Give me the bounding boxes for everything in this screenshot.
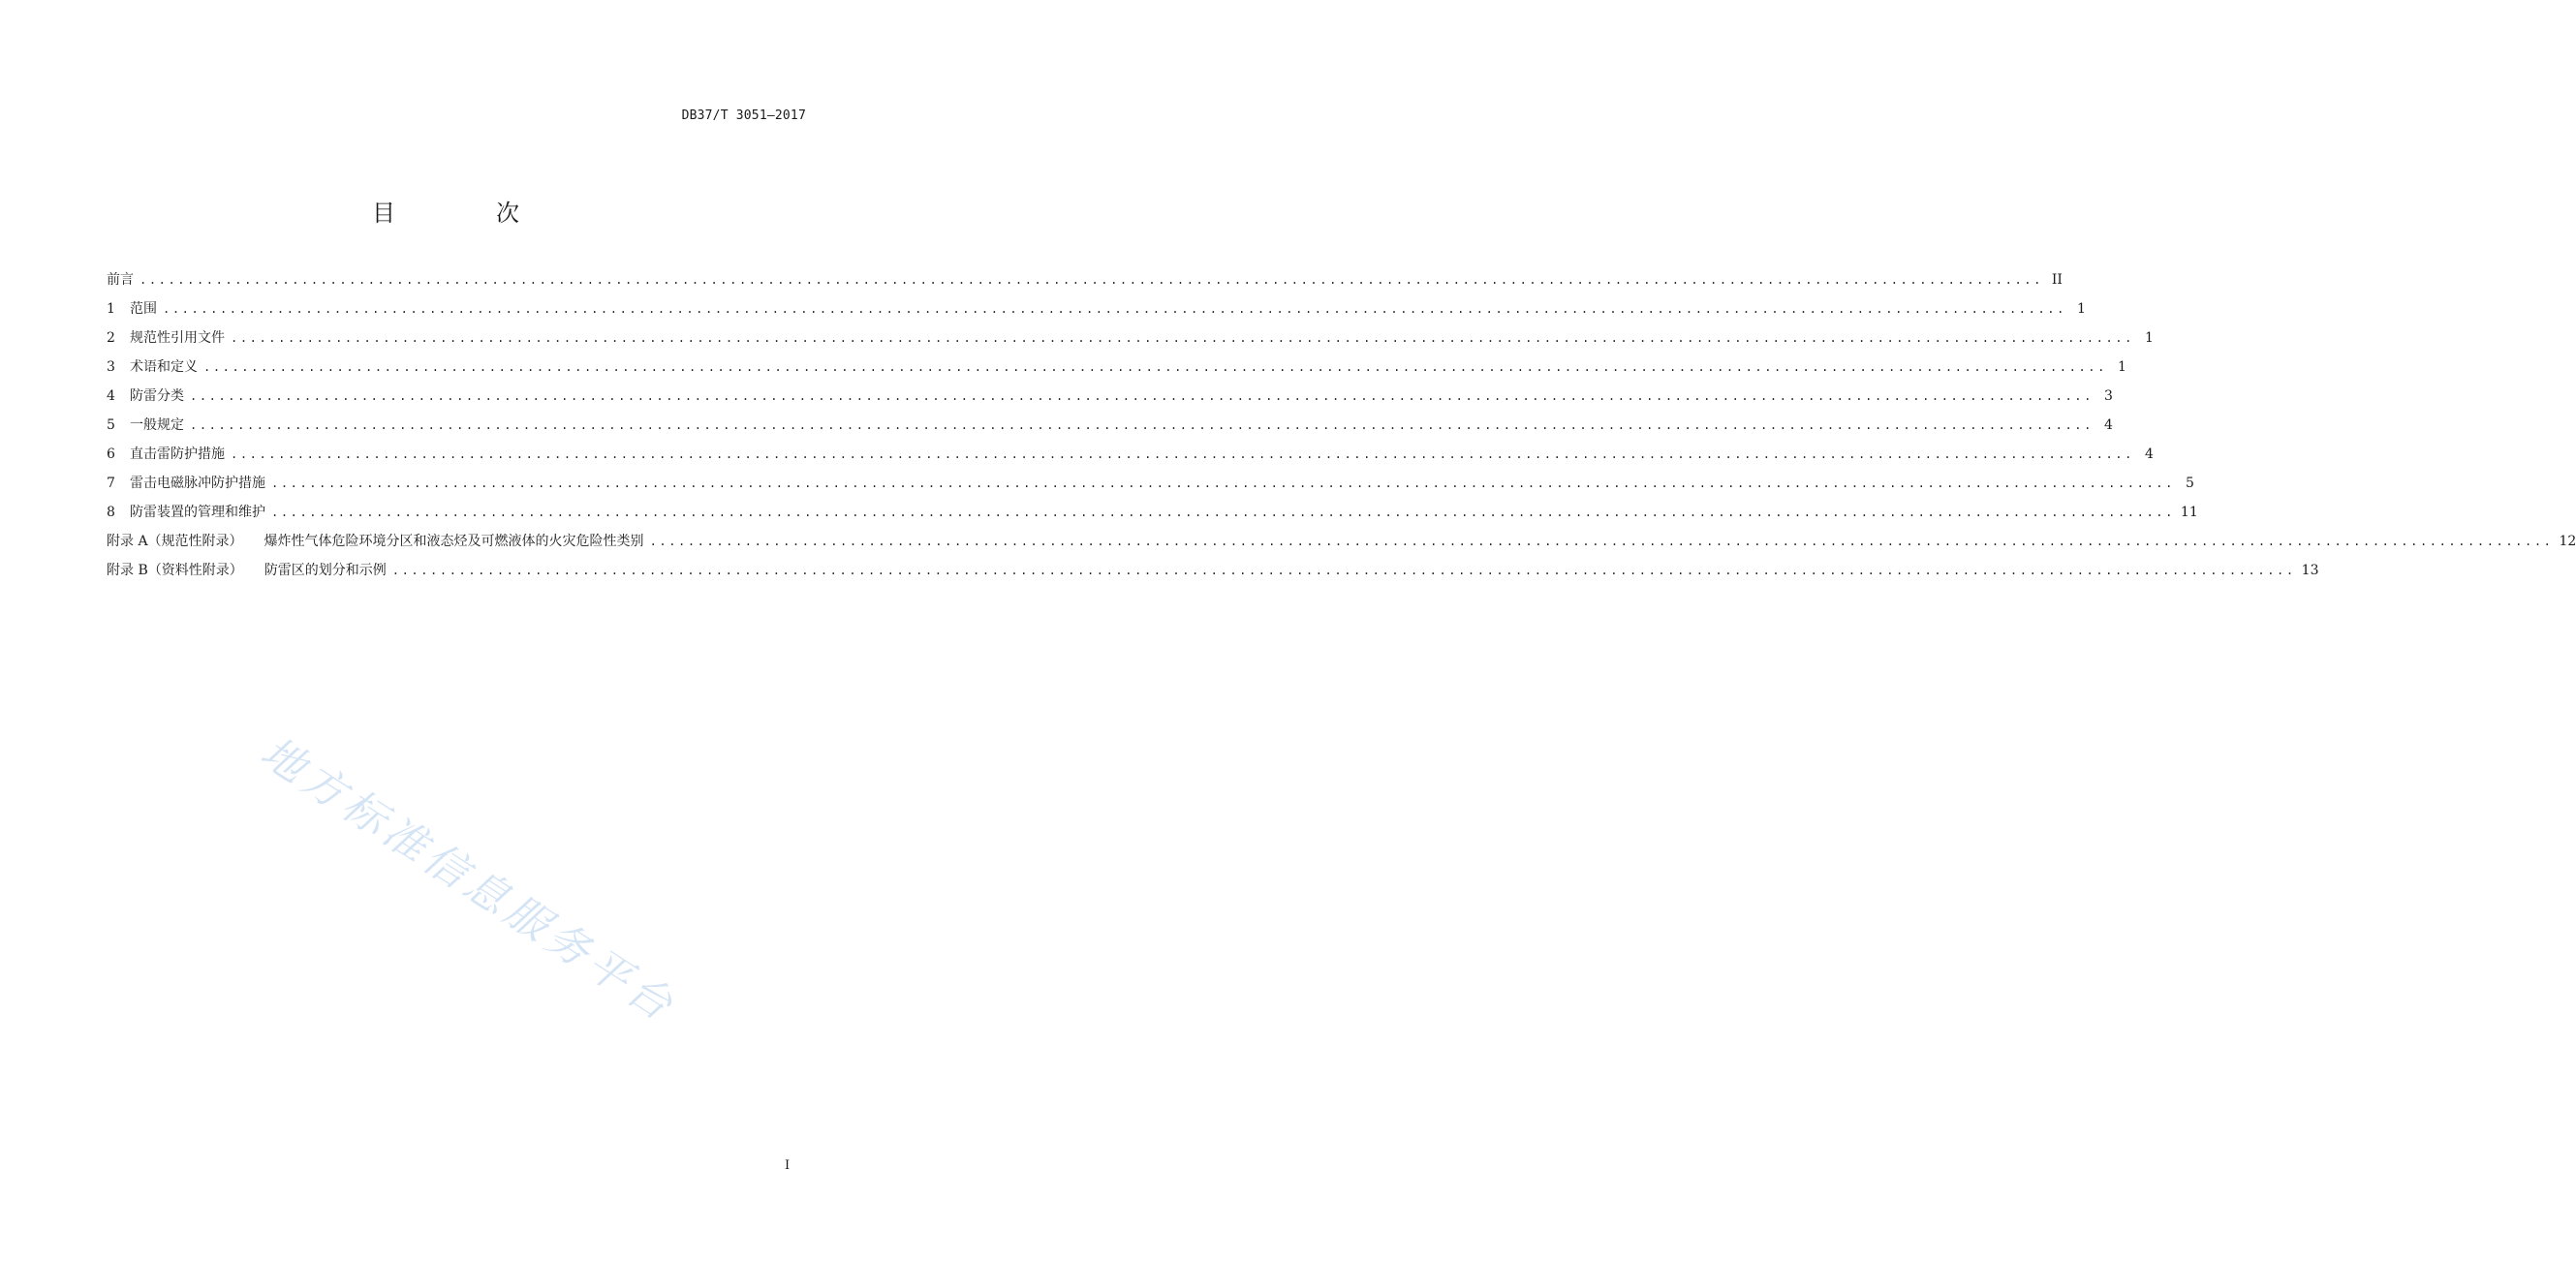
- toc-entry-page: 3: [2104, 388, 2113, 404]
- toc-entry-3[interactable]: [107, 356, 2126, 385]
- toc-entry-number: 1: [107, 301, 115, 317]
- toc-entry-foreword[interactable]: [107, 269, 2063, 298]
- toc-leader-dots: ........................................................................................................................................................................................................: [649, 535, 2554, 548]
- toc-entry-page: II: [2051, 272, 2063, 288]
- toc-entry-label: 规范性引用文件: [130, 330, 225, 346]
- toc-appendix-b[interactable]: [107, 560, 2319, 589]
- toc-leader-dots: ........................................................................................................................................................................................................: [190, 389, 2094, 403]
- toc-entry-page: 1: [2118, 359, 2126, 375]
- toc-entry-8[interactable]: [107, 502, 2198, 531]
- toc-entry-label: 前言: [107, 272, 134, 288]
- toc-entry-label: 直击雷防护措施: [130, 446, 225, 462]
- page-number: I: [785, 1158, 791, 1173]
- toc-entry-7[interactable]: [107, 473, 2194, 502]
- toc-entry-number: 5: [107, 417, 115, 433]
- toc-entry-number: 7: [107, 476, 115, 491]
- toc-entry-1[interactable]: [107, 298, 2086, 327]
- toc-entry-6[interactable]: [107, 444, 2154, 473]
- toc-leader-dots: ........................................................................................................................................................................................................: [140, 273, 2043, 287]
- toc-entry-page: 4: [2145, 446, 2154, 462]
- toc-entry-page: 13: [2301, 563, 2319, 578]
- toc-appendix-tag: 附录 B（资料性附录）: [107, 563, 243, 578]
- toc-entry-label: 爆炸性气体危险环境分区和液态烃及可燃液体的火灾危险性类别: [264, 534, 644, 549]
- toc-entry-label: 雷击电磁脉冲防护措施: [130, 476, 265, 491]
- toc-entry-number: 6: [107, 446, 115, 462]
- toc-entry-label: 防雷区的划分和示例: [264, 563, 387, 578]
- toc-entry-label: 一般规定: [130, 417, 184, 433]
- toc-entry-number: 4: [107, 388, 115, 404]
- toc-entry-page: 4: [2104, 417, 2113, 433]
- toc-leader-dots: ........................................................................................................................................................................................................: [163, 302, 2066, 316]
- toc-leader-dots: ........................................................................................................................................................................................................: [190, 418, 2094, 432]
- toc-entry-label: 范围: [130, 301, 157, 317]
- toc-entry-4[interactable]: [107, 385, 2113, 415]
- toc-entry-number: 8: [107, 505, 115, 520]
- toc-entry-number: 3: [107, 359, 115, 375]
- toc-leader-dots: ........................................................................................................................................................................................................: [271, 506, 2175, 519]
- toc-entry-label: 防雷分类: [130, 388, 184, 404]
- toc-entry-page: 11: [2180, 505, 2198, 520]
- toc-leader-dots: ........................................................................................................................................................................................................: [203, 360, 2107, 374]
- toc-entry-2[interactable]: [107, 327, 2154, 356]
- toc-appendix-a[interactable]: [107, 531, 2576, 560]
- toc-leader-dots: ........................................................................................................................................................................................................: [231, 447, 2134, 461]
- watermark: 地方标准信息服务平台: [251, 727, 686, 1033]
- toc-entry-page: 5: [2186, 476, 2194, 491]
- toc-title: 目 次: [372, 200, 558, 227]
- toc-entry-5[interactable]: [107, 415, 2113, 444]
- toc-entry-page: 1: [2077, 301, 2086, 317]
- toc-entry-page: 12: [2559, 534, 2576, 549]
- toc-leader-dots: ........................................................................................................................................................................................................: [271, 477, 2175, 490]
- toc-appendix-tag: 附录 A（规范性附录）: [107, 534, 243, 549]
- toc-leader-dots: ........................................................................................................................................................................................................: [231, 331, 2134, 345]
- toc-entry-label: 防雷装置的管理和维护: [130, 505, 265, 520]
- toc-list: [107, 269, 2576, 589]
- toc-entry-number: 2: [107, 330, 115, 346]
- toc-leader-dots: ........................................................................................................................................................................................................: [391, 564, 2296, 577]
- toc-entry-page: 1: [2145, 330, 2154, 346]
- toc-entry-label: 术语和定义: [130, 359, 198, 375]
- standard-code: DB37/T 3051—2017: [681, 108, 806, 123]
